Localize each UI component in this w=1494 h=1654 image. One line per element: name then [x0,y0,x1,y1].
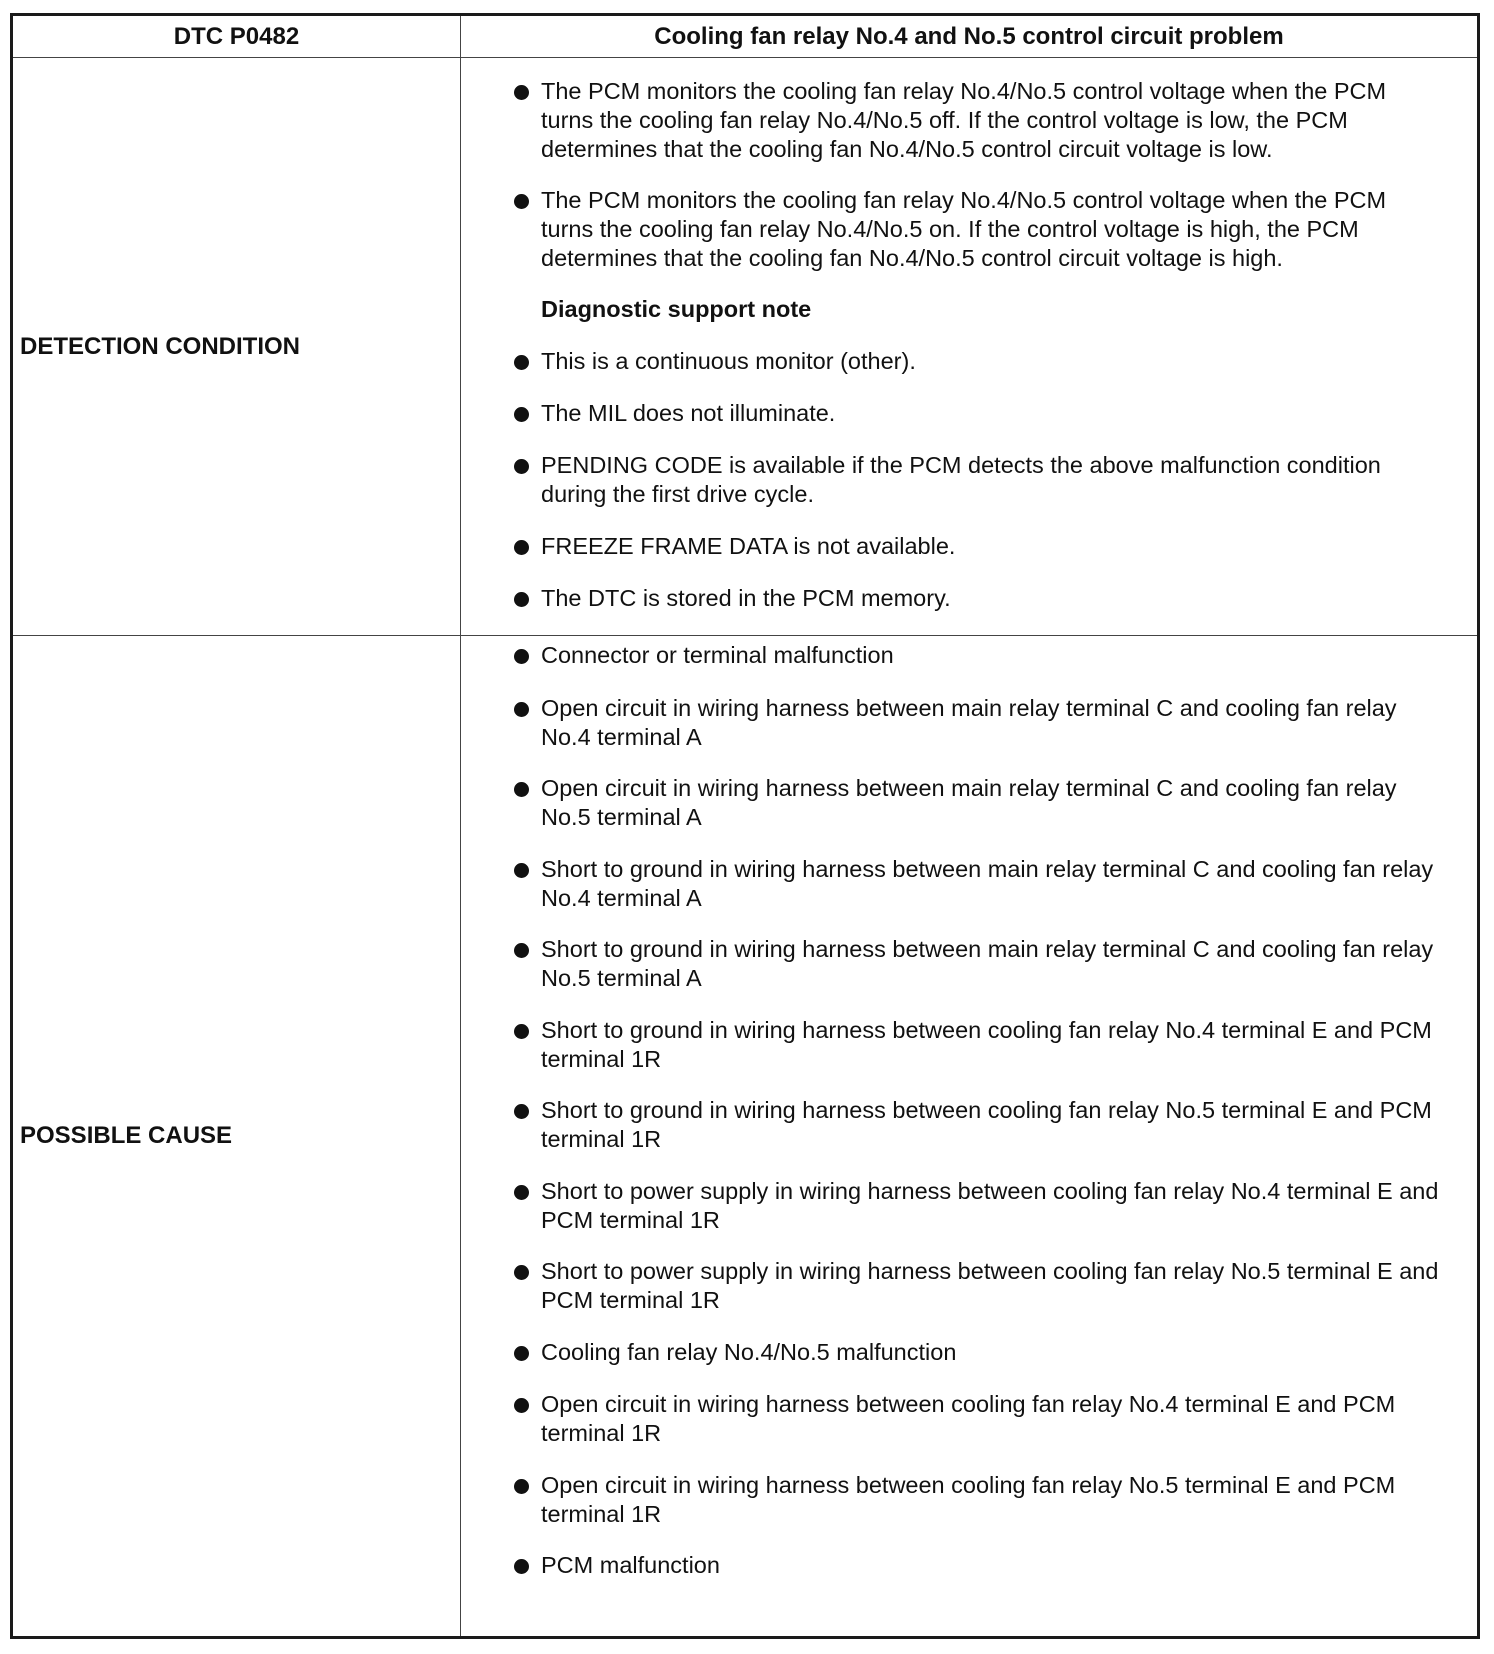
dtc-code: DTC P0482 [13,16,461,57]
bullet-icon [514,592,529,607]
diagnostic-support-note-heading: Diagnostic support note [541,296,812,322]
possible-cause-label-text: POSSIBLE CAUSE [20,1122,233,1149]
bullet-icon [514,1479,529,1494]
bullet-icon [514,782,529,797]
list-item-text: Short to power supply in wiring harness between cooling fan relay No.4 terminal E and PCM terminal 1R [541,1178,1439,1233]
list-item-text: PCM malfunction [541,1552,720,1578]
bullet-icon [514,1185,529,1200]
list-item-text: Short to ground in wiring harness between main relay terminal C and cooling fan relay No.4 terminal A [541,856,1434,911]
list-item-text: Open circuit in wiring harness between main relay terminal C and cooling fan relay No.5 terminal A [541,775,1397,830]
bullet-icon [514,1346,529,1361]
bullet-icon [514,943,529,958]
detection-condition-label [13,58,461,635]
bullet-icon [514,540,529,555]
list-item-text: Open circuit in wiring harness between cooling fan relay No.5 terminal E and PCM terminal 1R [541,1472,1396,1527]
list-item-text: PENDING CODE is available if the PCM detects the above malfunction condition during the first drive cycle. [541,452,1381,507]
possible-cause-section [13,636,1477,1636]
list-item-text: The DTC is stored in the PCM memory. [541,585,951,611]
list-item-text: Short to ground in wiring harness between cooling fan relay No.4 terminal E and PCM terminal 1R [541,1017,1432,1072]
list-item-text: Short to ground in wiring harness between main relay terminal C and cooling fan relay No.5 terminal A [541,936,1434,991]
list-item-text: The MIL does not illuminate. [541,400,836,426]
bullet-icon [514,194,529,209]
list-item-text: Cooling fan relay No.4/No.5 malfunction [541,1339,957,1365]
list-item-text: This is a continuous monitor (other). [541,348,916,374]
bullet-icon [514,702,529,717]
list-item-text: Short to power supply in wiring harness between cooling fan relay No.5 terminal E and PCM terminal 1R [541,1258,1439,1313]
bullet-icon [514,1265,529,1280]
list-item-text: Open circuit in wiring harness between cooling fan relay No.4 terminal E and PCM terminal 1R [541,1391,1396,1446]
dtc-title: Cooling fan relay No.4 and No.5 control circuit problem [654,22,1284,50]
list-item-text: The PCM monitors the cooling fan relay No.4/No.5 control voltage when the PCM turns the cooling fan relay No.4/No.5 on. If the control voltage is high, the PCM determines that the cooling fan No.4/No.5 control circuit voltage is high. [541,187,1387,271]
bullet-icon [514,649,529,664]
detection-condition-body [461,58,1477,635]
detection-condition-label-text: DETECTION CONDITION [20,332,300,360]
list-item-text: Short to ground in wiring harness between cooling fan relay No.5 terminal E and PCM terminal 1R [541,1097,1432,1152]
bullet-icon [514,85,529,100]
bullet-icon [514,1559,529,1574]
list-item-text: Open circuit in wiring harness between main relay terminal C and cooling fan relay No.4 terminal A [541,695,1397,750]
table-header [13,16,1477,58]
list-item-text: FREEZE FRAME DATA is not available. [541,533,956,559]
bullet-icon [514,1024,529,1039]
possible-cause-body [461,636,1477,1636]
bullet-icon [514,1104,529,1119]
bullet-icon [514,863,529,878]
bullet-icon [514,407,529,422]
bullet-icon [514,355,529,370]
bullet-icon [514,1398,529,1413]
detection-condition-section [13,58,1477,636]
possible-cause-label [13,636,461,1636]
list-item-text: Connector or terminal malfunction [541,642,894,668]
dtc-table [10,13,1480,1639]
list-item-text: The PCM monitors the cooling fan relay No.4/No.5 control voltage when the PCM turns the cooling fan relay No.4/No.5 off. If the control voltage is low, the PCM determines that the cooling fan No.4/No.5 control circuit voltage is low. [541,78,1387,162]
bullet-icon [514,459,529,474]
